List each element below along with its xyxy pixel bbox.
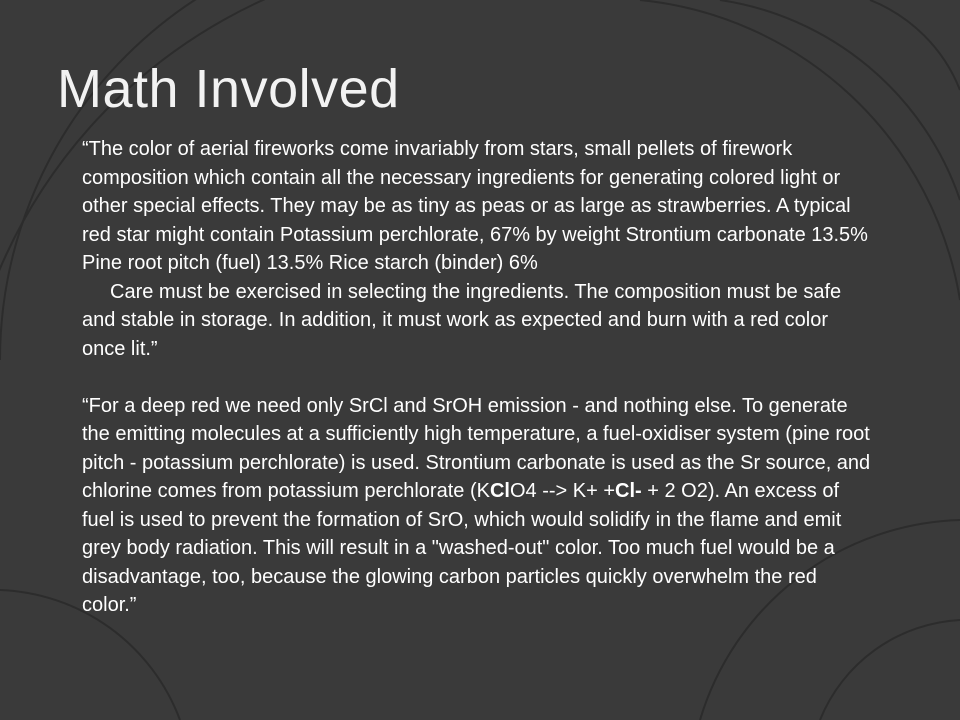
quote-2-paragraph (82, 392, 872, 620)
quote-2-text-c: + 2 O2). An excess of fuel is used to prevent the formation of SrO, which would solidify in the flame and emit grey body radiation. This will result in a "washed-out" color. Too much fuel would be a disadvantage, too, because the glowing carbon particles quickly overwhelm the red color.” (82, 480, 842, 616)
quote-1-paragraph-2: Care must be exercised in selecting the ingredients. The composition must be safe and stable in storage. In addition, it must work as expected and burn with a red color once lit.” (82, 280, 842, 360)
quote-2-bold-cl-1: Cl (489, 480, 510, 502)
quote-2-bold-cl-2: Cl- (615, 480, 642, 502)
slide-body (82, 135, 872, 620)
quote-1-paragraph-1: “The color of aerial fireworks come invariably from stars, small pellets of firework composition which contain all the necessary ingredients for generating colored light or other special effects. They may be as tiny as peas or as large as strawberries. A typical red star might contain Potassium perchlorate, 67% by weight Strontium carbonate 13.5% Pine root pitch (fuel) 13.5% Rice starch (binder) 6% (82, 138, 868, 274)
quote-2-text-a: “For a deep red we need only SrCl and SrOH emission - and nothing else. To generate the emitting molecules at a sufficiently high temperature, a fuel-oxidiser system (pine root pitch - potassium perchlorate) is used. Strontium carbonate is used as the Sr source, and chlorine comes from potassium perchlorate (K (82, 394, 871, 502)
quote-2-text-b: O4 --> K+ + (509, 480, 616, 502)
slide-title: Math Involved (57, 59, 400, 119)
paragraph-gap (82, 363, 872, 392)
